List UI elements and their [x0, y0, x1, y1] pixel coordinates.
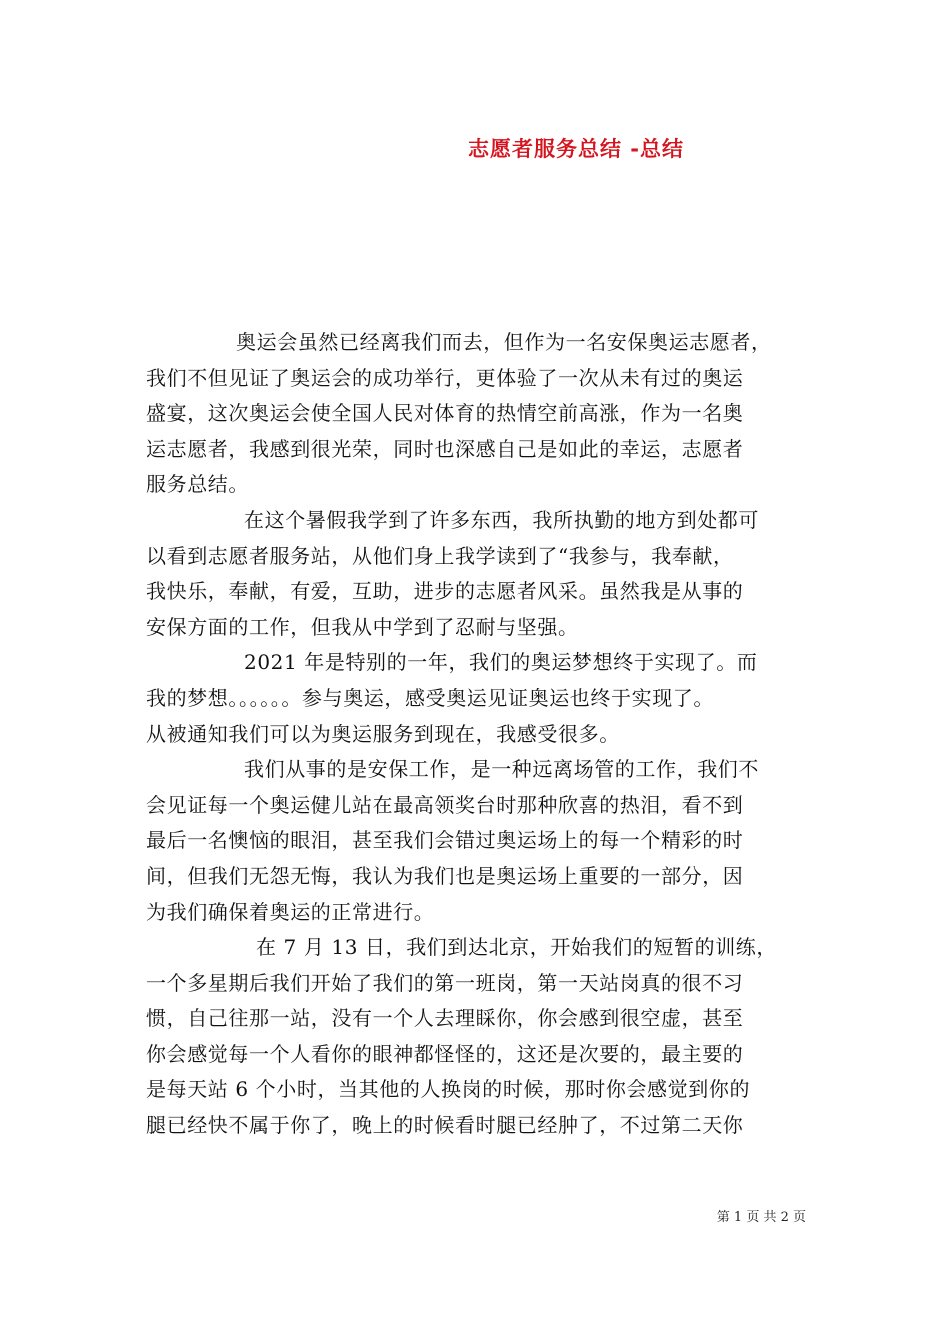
- paragraph-line: 最后一名懊恼的眼泪，甚至我们会错过奥运场上的每一个精彩的时: [146, 828, 744, 853]
- paragraph-line: 一个多星期后我们开始了我们的第一班岗，第一天站岗真的很不习: [146, 970, 744, 995]
- paragraph-line: 我们从事的是安保工作，是一种远离场管的工作，我们不: [244, 757, 759, 782]
- paragraph-line: 服务总结。: [146, 472, 249, 497]
- document-body: [146, 325, 826, 1144]
- paragraph-4: [146, 752, 826, 930]
- paragraph-line: 安保方面的工作，但我从中学到了忍耐与坚强。: [146, 614, 579, 639]
- paragraph-line: 惯，自己往那一站，没有一个人去理睬你，你会感到很空虚，甚至: [146, 1006, 744, 1031]
- paragraph-line: 运志愿者，我感到很光荣，同时也深感自己是如此的幸运，志愿者: [146, 436, 744, 461]
- paragraph-line: 我快乐，奉献，有爱，互助，进步的志愿者风采。虽然我是从事的: [146, 579, 744, 604]
- paragraph-line: 盛宴，这次奥运会使全国人民对体育的热情空前高涨，作为一名奥: [146, 401, 744, 426]
- paragraph-line: 以看到志愿者服务站，从他们身上我学读到了“我参与，我奉献，: [146, 543, 734, 568]
- paragraph-line: 为我们确保着奥运的正常进行。: [146, 899, 435, 924]
- paragraph-5: [146, 930, 826, 1144]
- paragraph-line: 在这个暑假我学到了许多东西，我所执勤的地方到处都可: [244, 507, 759, 532]
- paragraph-line: 间，但我们无怨无悔，我认为我们也是奥运场上重要的一部分，因: [146, 863, 744, 888]
- paragraph-line: 奥运会虽然已经离我们而去，但作为一名安保奥运志愿者，: [236, 330, 772, 354]
- paragraph-line: 是每天站 6 个小时，当其他的人换岗的时候，那时你会感觉到你的: [146, 1077, 751, 1102]
- page-number-footer: 第 1 页 共 2 页: [716, 1210, 806, 1225]
- paragraph-line: 从被通知我们可以为奥运服务到现在，我感受很多。: [146, 721, 620, 746]
- document-title: 志愿者服务总结 -总结: [467, 137, 685, 161]
- paragraph-line: 我的梦想。。。。。。参与奥运，感受奥运见证奥运也终于实现了。: [146, 685, 714, 710]
- paragraph-1: [146, 325, 826, 503]
- paragraph-3: [146, 645, 826, 752]
- paragraph-line: 腿已经快不属于你了，晚上的时候看时腿已经肿了，不过第二天你: [146, 1113, 744, 1138]
- paragraph-line: 会见证每一个奥运健儿站在最高领奖台时那种欣喜的热泪，看不到: [146, 792, 744, 817]
- paragraph-2: [146, 503, 826, 645]
- paragraph-line: 我们不但见证了奥运会的成功举行，更体验了一次从未有过的奥运: [146, 365, 744, 390]
- paragraph-line: 你会感觉每一个人看你的眼神都怪怪的，这还是次要的，最主要的: [146, 1041, 744, 1066]
- paragraph-line: 在 7 月 13 日，我们到达北京，开始我们的短暂的训练，: [256, 935, 778, 960]
- paragraph-line: 2021 年是特别的一年，我们的奥运梦想终于实现了。而: [244, 650, 758, 675]
